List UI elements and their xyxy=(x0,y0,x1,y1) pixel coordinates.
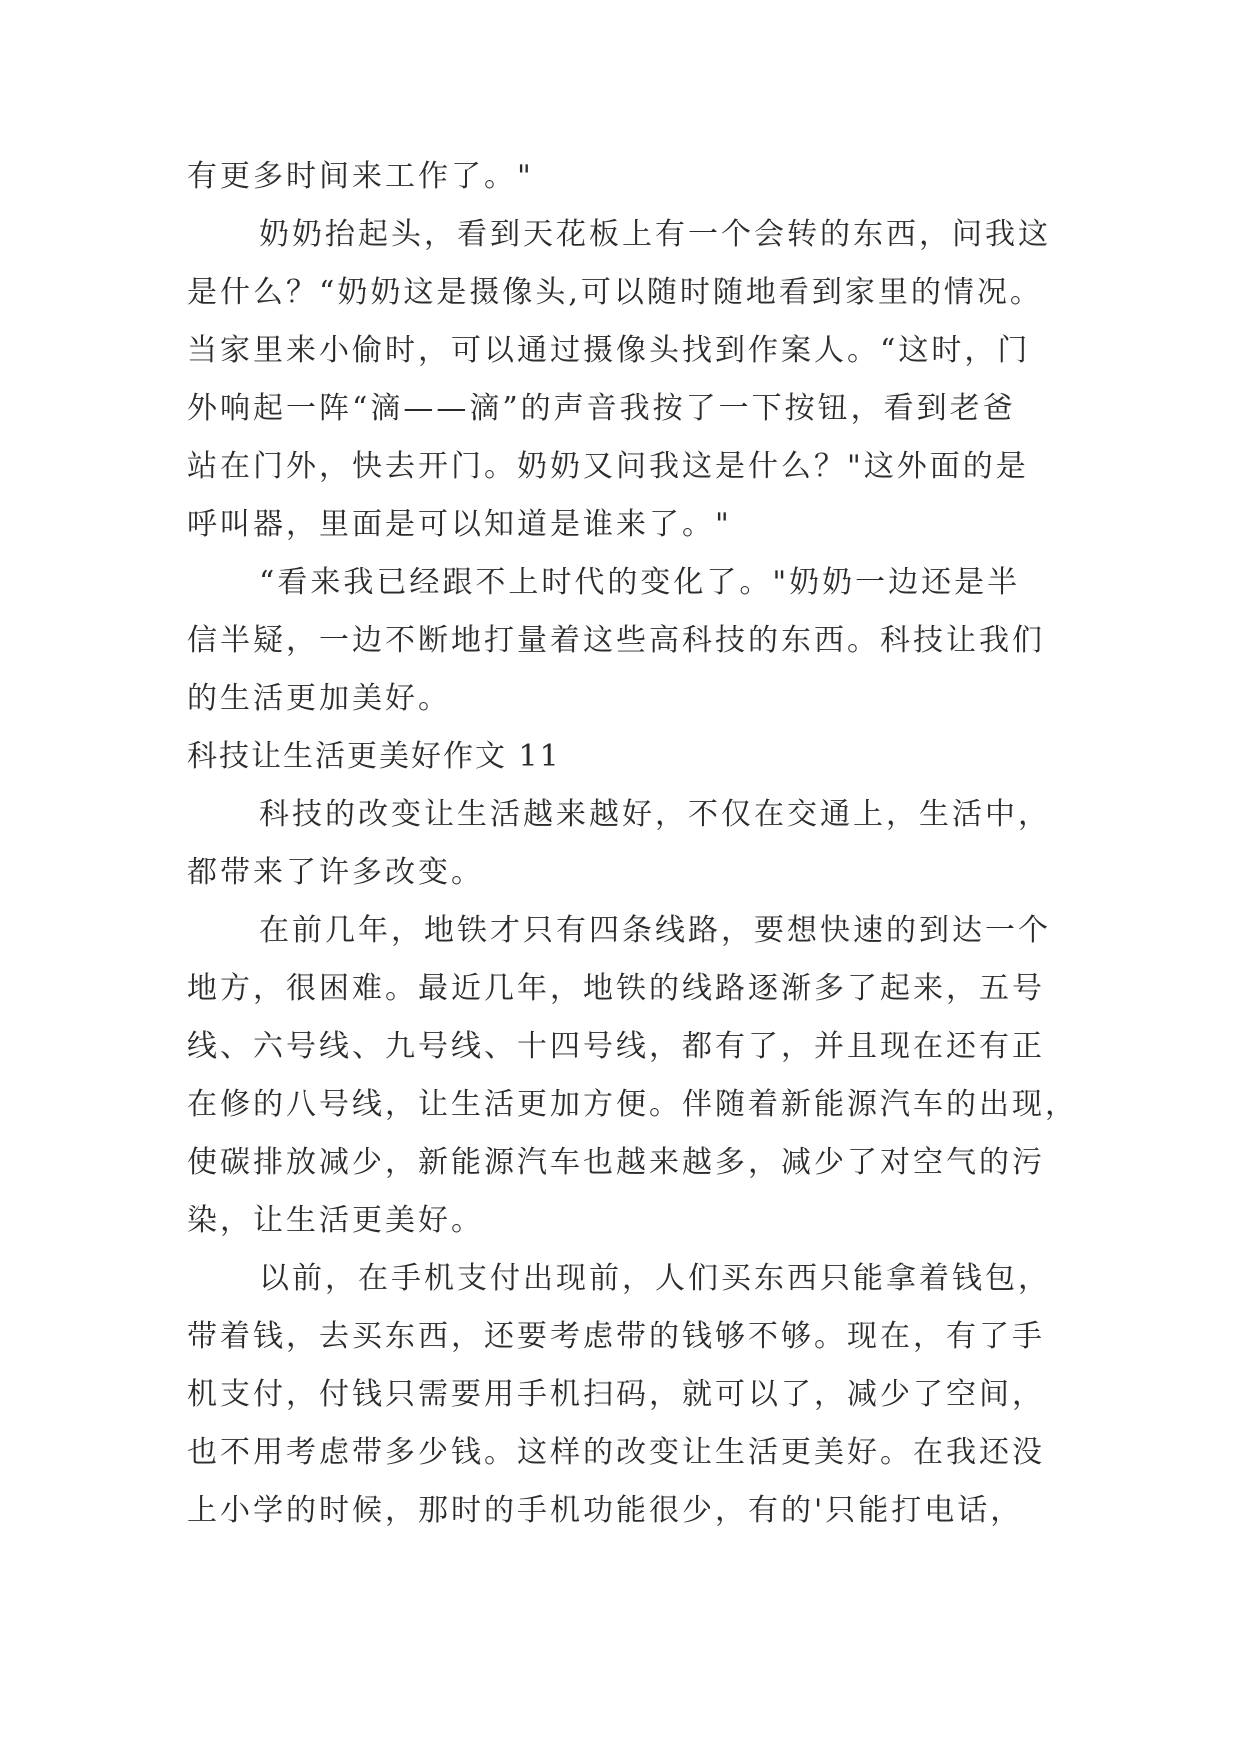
text-line: 地方，很困难。最近几年，地铁的线路逐渐多了起来，五号 xyxy=(187,971,1045,1006)
text-line: 也不用考虑带多少钱。这样的改变让生活更美好。在我还没 xyxy=(187,1435,1045,1470)
text-line: 以前，在手机支付出现前，人们买东西只能拿着钱包， xyxy=(259,1261,1051,1296)
text-line: 站在门外，快去开门。奶奶又问我这是什么？"这外面的是 xyxy=(187,449,1029,484)
text-line: 在修的八号线，让生活更加方便。伴随着新能源汽车的出现， xyxy=(187,1087,1078,1122)
document-body xyxy=(187,148,1087,1540)
text-line: 科技的改变让生活越来越好，不仅在交通上，生活中， xyxy=(259,797,1051,832)
text-line: 当家里来小偷时，可以通过摄像头找到作案人。“这时，门 xyxy=(187,333,1031,368)
text-line: 在前几年，地铁才只有四条线路，要想快速的到达一个 xyxy=(259,913,1051,948)
text-line: 有更多时间来工作了。" xyxy=(187,159,534,194)
text-line: 奶奶抬起头，看到天花板上有一个会转的东西，问我这 xyxy=(259,217,1051,252)
text-line: 染，让生活更美好。 xyxy=(187,1203,484,1238)
text-line: 外响起一阵“滴——滴”的声音我按了一下按钮，看到老爸 xyxy=(187,391,1016,426)
text-line: 上小学的时候，那时的手机功能很少，有的'只能打电话， xyxy=(187,1493,1024,1528)
section-heading: 科技让生活更美好作文 11 xyxy=(187,739,561,774)
text-line: 线、六号线、九号线、十四号线，都有了，并且现在还有正 xyxy=(187,1029,1045,1064)
text-line: 呼叫器，里面是可以知道是谁来了。" xyxy=(187,507,732,542)
text-line: 机支付，付钱只需要用手机扫码，就可以了，减少了空间， xyxy=(187,1377,1045,1412)
text-line: “看来我已经跟不上时代的变化了。"奶奶一边还是半 xyxy=(259,565,1021,600)
text-line: 是什么？“奶奶这是摄像头,可以随时随地看到家里的情况。 xyxy=(187,275,1043,310)
text-line: 的生活更加美好。 xyxy=(187,681,451,716)
text-line: 使碳排放减少，新能源汽车也越来越多，减少了对空气的污 xyxy=(187,1145,1045,1180)
text-line: 信半疑，一边不断地打量着这些高科技的东西。科技让我们 xyxy=(187,623,1045,658)
text-line: 都带来了许多改变。 xyxy=(187,855,484,890)
text-line: 带着钱，去买东西，还要考虑带的钱够不够。现在，有了手 xyxy=(187,1319,1045,1354)
